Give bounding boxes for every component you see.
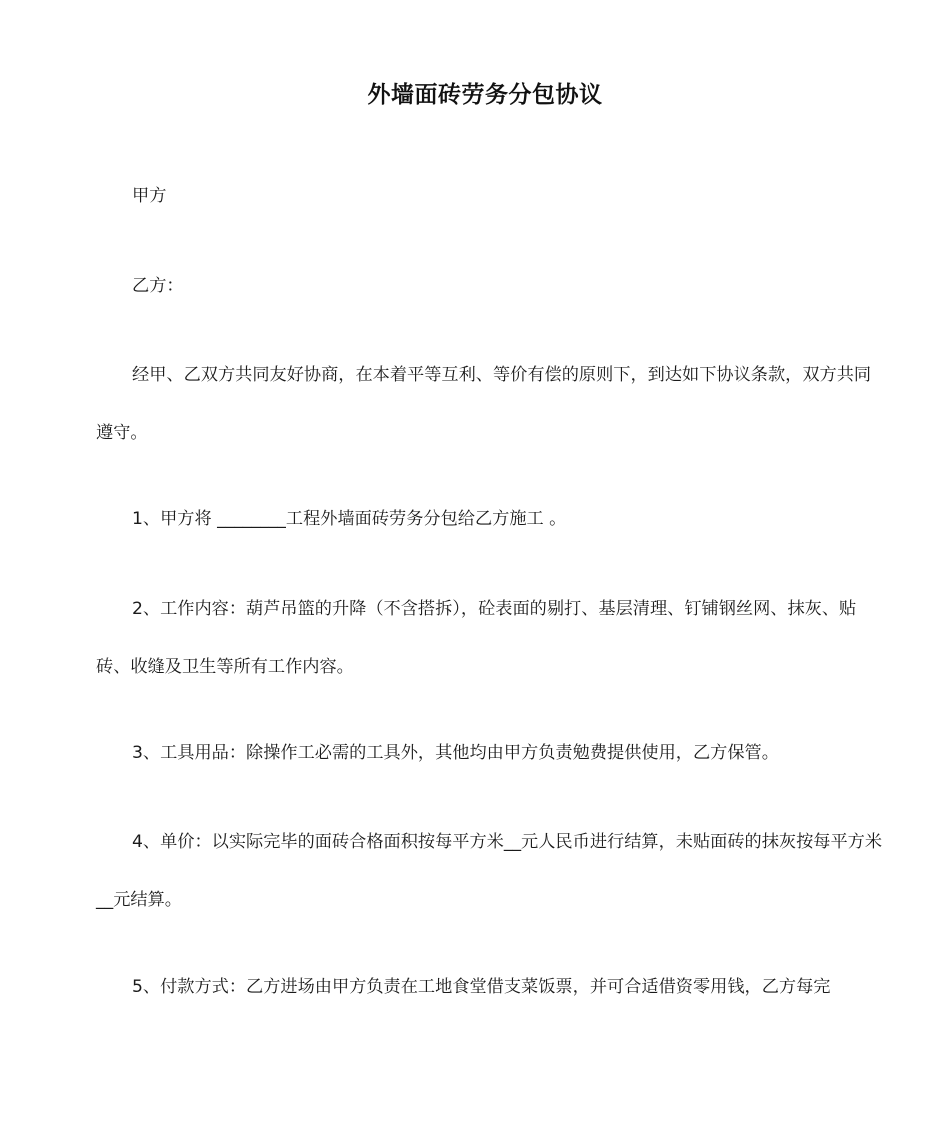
party-b-line: 乙方： bbox=[132, 276, 184, 296]
clause-4: 4、单价：以实际完毕的面砖合格面积按每平方米__元人民币进行结算，未贴面砖的抹灰按每平方米__元结算。 bbox=[96, 832, 883, 910]
party-a-line: 甲方 bbox=[132, 186, 167, 206]
clause-3: 3、工具用品：除操作工必需的工具外，其他均由甲方负责勉费提供使用，乙方保管。 bbox=[132, 743, 779, 763]
clause-2: 2、工作内容：葫芦吊篮的升降（不含搭拆），砼表面的剔打、基层清理、钉铺钢丝网、抹灰、贴砖、收缝及卫生等所有工作内容。 bbox=[96, 599, 857, 677]
clause-1: 1、甲方将 ________工程外墙面砖劳务分包给乙方施工 。 bbox=[132, 509, 567, 529]
document-title: 外墙面砖劳务分包协议 bbox=[367, 82, 603, 108]
clause-5: 5、付款方式：乙方进场由甲方负责在工地食堂借支菜饭票，并可合适借资零用钱，乙方每完 bbox=[132, 977, 831, 997]
intro-paragraph: 经甲、乙双方共同友好协商，在本着平等互利、等价有偿的原则下，到达如下协议条款，双方共同遵守。 bbox=[96, 365, 872, 443]
